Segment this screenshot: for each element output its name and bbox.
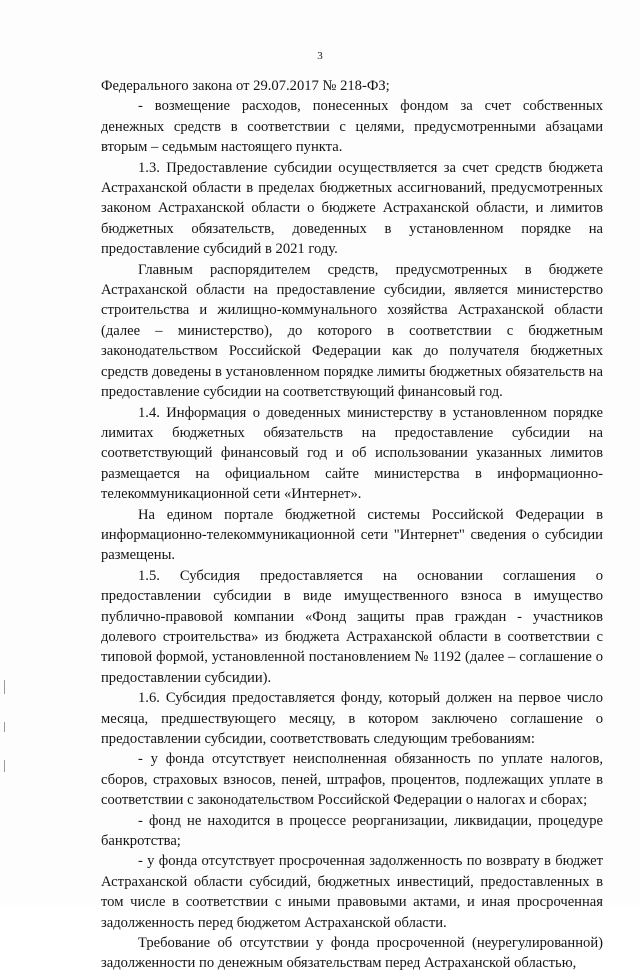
scan-margin-mark	[4, 760, 5, 772]
paragraph: На едином портале бюджетной системы Российской Федерации в информационно-телекоммуникационной сети "Интернет" сведения о субсидии размещены.	[101, 506, 603, 564]
paragraph: - у фонда отсутствует просроченная задолженность по возврату в бюджет Астраханской области субсидий, бюджетных инвестиций, предоставленных в том числе в соответствии с иными правовыми актами, и иная просроченная задолженность перед бюджетом Астраханской области.	[101, 853, 603, 931]
document-body	[101, 76, 603, 974]
paragraph: Главным распорядителем средств, предусмотренных в бюджете Астраханской области на предоставление субсидии, является министерство строительства и жилищно-коммунального хозяйства Астраханской области (далее – министерство), до которого в соответствии с бюджетным законодательством Российской Федерации как до получателя бюджетных средств доведены в установленном порядке лимиты бюджетных обязательств на предоставление субсидии на соответствующий финансовый год.	[101, 261, 603, 401]
page-number: 3	[317, 50, 323, 62]
paragraph: - возмещение расходов, понесенных фондом за счет собственных денежных средств в соответствии с целями, предусмотренными абзацами вторым – седьмым настоящего пункта.	[101, 98, 603, 156]
paragraph: Федерального закона от 29.07.2017 № 218-ФЗ;	[101, 78, 390, 94]
scan-margin-mark	[4, 722, 5, 732]
paragraph: Требование об отсутствии у фонда просроченной (неурегулированной) задолженности по денежным обязательствам перед Астраханской областью,	[101, 935, 603, 972]
paragraph: - у фонда отсутствует неисполненная обязанность по уплате налогов, сборов, страховых взносов, пеней, штрафов, процентов, подлежащих уплате в соответствии с законодательством Российской Федерации о налогах и сборах;	[101, 751, 603, 809]
paragraph: 1.3. Предоставление субсидии осуществляется за счет средств бюджета Астраханской области в пределах бюджетных ассигнований, предусмотренных законом Астраханской области о бюджете Астраханской области, и лимитов бюджетных обязательств, доведенных в установленном порядке на предоставление субсидий в 2021 году.	[101, 159, 603, 258]
paragraph: 1.4. Информация о доведенных министерству в установленном порядке лимитах бюджетных обязательств на предоставление субсидии на соответствующий финансовый год и об использовании указанных лимитов размещается на официальном сайте министерства в информационно-телекоммуникационной сети «Интернет».	[101, 404, 603, 503]
paragraph: 1.5. Субсидия предоставляется на основании соглашения о предоставлении субсидии в виде имущественного взноса в имущество публично-правовой компании «Фонд защиты прав граждан - участников долевого строительства» из бюджета Астраханской области в соответствии с типовой формой, установленной постановлением № 1192 (далее – соглашение о предоставлении субсидии).	[101, 567, 603, 686]
scan-margin-mark	[4, 680, 5, 694]
paragraph: - фонд не находится в процессе реорганизации, ликвидации, процедуре банкротства;	[101, 812, 603, 850]
paragraph: 1.6. Субсидия предоставляется фонду, который должен на первое число месяца, предшествующего месяцу, в котором заключено соглашение о предоставлении субсидии, соответствовать следующим требованиям:	[101, 690, 603, 747]
